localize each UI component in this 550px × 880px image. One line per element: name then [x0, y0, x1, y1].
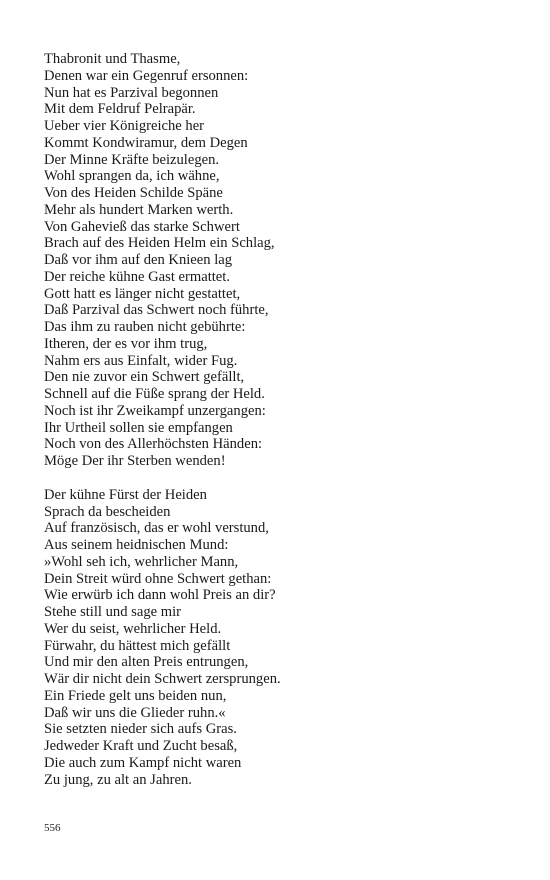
- verse-line: Gott hatt es länger nicht gestattet,: [44, 285, 241, 302]
- verse-line: Nun hat es Parzival begonnen: [44, 84, 219, 101]
- poem-text: [44, 51, 514, 788]
- verse-line: Zu jung, zu alt an Jahren.: [44, 771, 192, 788]
- page-number: 556: [44, 822, 61, 834]
- verse-line: Mehr als hundert Marken werth.: [44, 201, 234, 218]
- verse-line: Möge Der ihr Sterben wenden!: [44, 453, 226, 469]
- stanza-1: [44, 51, 514, 470]
- verse-line: Denen war ein Gegenruf ersonnen:: [44, 67, 249, 84]
- stanza-2: [44, 487, 514, 789]
- verse-line: Von des Heiden Schilde Späne: [44, 185, 223, 201]
- verse-line: Daß Parzival das Schwert noch führte,: [44, 302, 269, 319]
- verse-line: Ueber vier Königreiche her: [44, 118, 205, 134]
- verse-line: Die auch zum Kampf nicht waren: [44, 754, 242, 771]
- verse-line: Der reiche kühne Gast ermattet.: [44, 268, 230, 285]
- verse-line: Noch ist ihr Zweikampf unzergangen:: [44, 402, 266, 419]
- verse-line: Dein Streit würd ohne Schwert gethan:: [44, 570, 272, 587]
- verse-line: Der kühne Fürst der Heiden: [44, 486, 207, 503]
- verse-line: Itheren, der es vor ihm trug,: [44, 335, 208, 352]
- verse-line: Stehe still und sage mir: [44, 604, 182, 620]
- verse-line: Kommt Kondwiramur, dem Degen: [44, 134, 248, 151]
- verse-line: Mit dem Feldruf Pelrapär.: [44, 101, 196, 118]
- verse-line: Wie erwürb ich dann wohl Preis an dir?: [44, 587, 276, 604]
- verse-line: Nahm ers aus Einfalt, wider Fug.: [44, 352, 238, 369]
- verse-line: Thabronit und Thasme,: [44, 51, 181, 67]
- verse-line: Von Gahevieß das starke Schwert: [44, 218, 240, 235]
- verse-line: Fürwahr, du hättest mich gefällt: [44, 637, 231, 654]
- verse-line: Noch von des Allerhöchsten Händen:: [44, 436, 263, 453]
- verse-line: Wohl sprangen da, ich wähne,: [44, 168, 220, 185]
- verse-line: Ein Friede gelt uns beiden nun,: [44, 687, 227, 704]
- verse-line: »Wohl seh ich, wehrlicher Mann,: [44, 553, 239, 570]
- verse-line: Wer du seist, wehrlicher Held.: [44, 620, 222, 637]
- verse-line: Den nie zuvor ein Schwert gefällt,: [44, 369, 245, 386]
- verse-line: Auf französisch, das er wohl verstund,: [44, 520, 269, 537]
- verse-line: Wär dir nicht dein Schwert zersprungen.: [44, 671, 281, 687]
- verse-line: Brach auf des Heiden Helm ein Schlag,: [44, 235, 275, 252]
- verse-line: Daß wir uns die Glieder ruhn.«: [44, 704, 226, 721]
- verse-line: Schnell auf die Füße sprang der Held.: [44, 386, 265, 402]
- verse-line: Jedweder Kraft und Zucht besaß,: [44, 738, 238, 754]
- verse-line: Und mir den alten Preis entrungen,: [44, 654, 249, 671]
- verse-line: Sie setzten nieder sich aufs Gras.: [44, 721, 237, 738]
- verse-line: Daß vor ihm auf den Knieen lag: [44, 252, 233, 268]
- verse-line: Aus seinem heidnischen Mund:: [44, 537, 229, 553]
- verse-line: Ihr Urtheil sollen sie empfangen: [44, 419, 233, 436]
- verse-line: Der Minne Kräfte beizulegen.: [44, 151, 220, 168]
- verse-line: Das ihm zu rauben nicht gebührte:: [44, 319, 246, 335]
- verse-line: Sprach da bescheiden: [44, 503, 171, 520]
